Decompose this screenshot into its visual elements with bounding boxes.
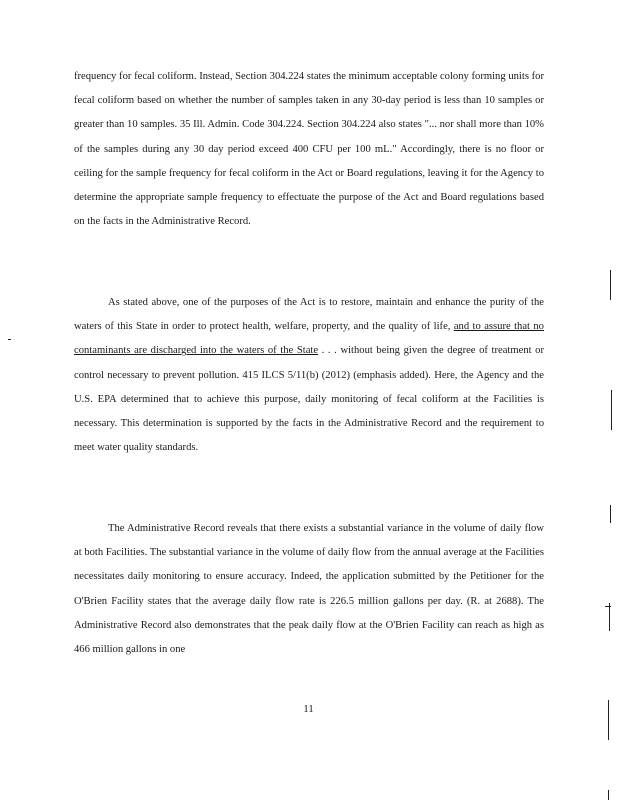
paragraph-act-purpose: [74, 291, 544, 460]
page-number: 11: [303, 703, 314, 715]
scan-margin-mark: [610, 270, 611, 300]
paragraph-daily-flow-variance: The Administrative Record reveals that there exists a substantial variance in the volume of daily flow at both Facilities. The substantial variance in the volume of daily flow from the annual average at the Facilities necessitates daily monitoring to ensure accuracy. Indeed, the application submitted by the Petitioner for the O'Brien Facility states that the average daily flow rate is 226.5 million gallons per day. (R. at 2688). The Administrative Record also demonstrates that the peak daily flow at the O'Brien Facility can reach as high as 466 million gallons in one: [74, 523, 544, 656]
scan-margin-mark: [610, 505, 611, 523]
paragraph-fecal-coliform-frequency: frequency for fecal coliform. Instead, Section 304.224 states the minimum acceptable colony forming units for fecal coliform based on whether the number of samples taken in any 30-day period is less than 10 samples or greater than 10 samples. 35 Ill. Admin. Code 304.224. Section 304.224 also states "... nor shall more than 10% of the samples during any 30 day period exceed 400 CFU per 100 mL." Accordingly, there is no floor or ceiling for the sample frequency for fecal coliform in the Act or Board regulations, leaving it for the Agency to determine the appropriate sample frequency to effectuate the purpose of the Act and Board regulations based on the facts in the Administrative Record.: [74, 71, 544, 228]
scan-margin-mark: [608, 700, 609, 740]
scan-margin-tick: [605, 606, 611, 607]
scan-margin-tick: [8, 339, 11, 340]
scan-margin-mark: [608, 790, 609, 800]
scan-margin-mark: [611, 390, 612, 430]
paragraph-act-purpose-emphasis: and to assure that no contaminants are discharged into the waters of the State: [74, 321, 544, 357]
paragraph-act-purpose-lead: As stated above, one of the purposes of the Act is to restore, maintain and enhance the purity of the waters of this State in order to protect health, welfare, property, and the quality of life,: [74, 297, 544, 333]
scan-margin-mark: [609, 603, 610, 631]
paragraph-act-purpose-tail: . . . without being given the degree of treatment or control necessary to prevent pollution. 415 ILCS 5/11(b) (2012) (emphasis added). Here, the Agency and the U.S. EPA determined that to achieve this purpose, daily monitoring of fecal coliform at the Facilities is necessary. This determination is supported by the facts in the Administrative Record and the requirement to meet water quality standards.: [74, 345, 544, 454]
